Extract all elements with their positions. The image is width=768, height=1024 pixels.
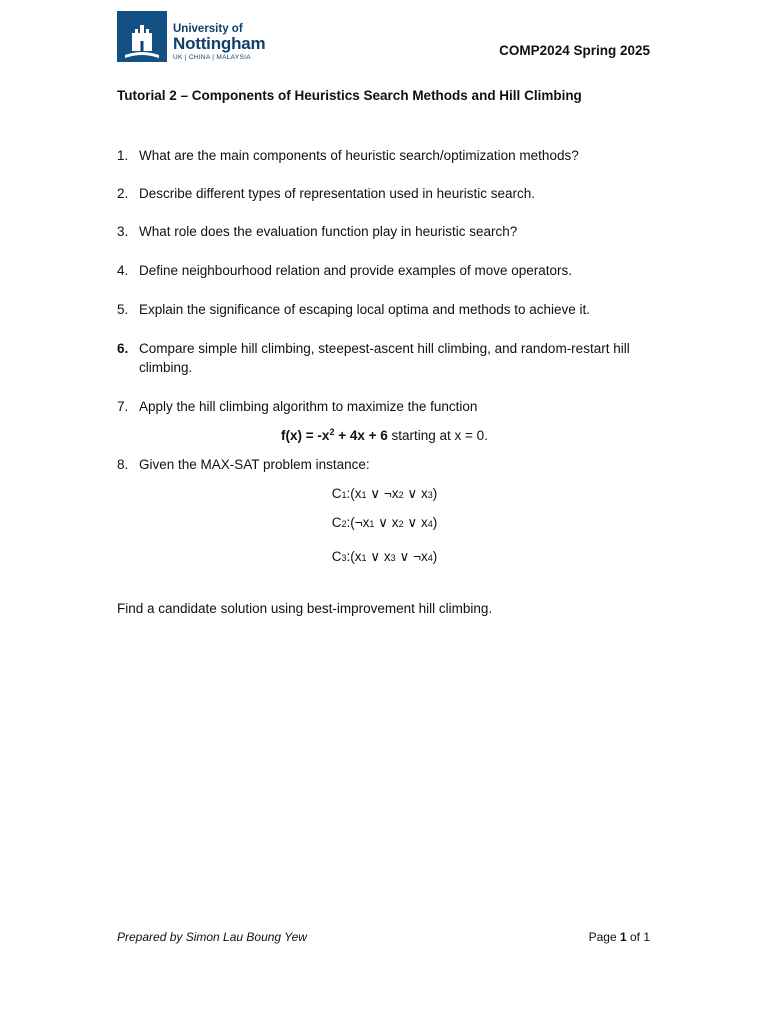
question-text: Compare simple hill climbing, steepest-ascent hill climbing, and random-restart hill climbing. — [139, 341, 630, 375]
question-number: 8. — [117, 457, 129, 472]
footer-page-number: Page 1 of 1 — [588, 930, 650, 944]
question-item — [117, 146, 652, 165]
logo-line-nottingham: Nottingham — [173, 34, 266, 53]
logo-line-campuses: UK | CHINA | MALAYSIA — [173, 54, 251, 61]
question-number: 4. — [117, 263, 129, 278]
course-code: COMP2024 Spring 2025 — [499, 43, 650, 58]
function-rhs: + 4x + 6 — [334, 428, 388, 443]
closing-instruction: Find a candidate solution using best-improvement hill climbing. — [117, 601, 493, 616]
question-item — [117, 261, 652, 280]
question-number: 6. — [117, 341, 129, 356]
question-text: Given the MAX-SAT problem instance: — [139, 457, 370, 472]
question-number: 1. — [117, 148, 129, 163]
question-number: 5. — [117, 302, 129, 317]
question-number: 3. — [117, 224, 129, 239]
question-text: Apply the hill climbing algorithm to maximize the function — [139, 399, 478, 414]
logo-line-university: University of — [173, 23, 243, 35]
question-number: 2. — [117, 186, 129, 201]
question-text: Describe different types of representation used in heuristic search. — [139, 186, 535, 201]
logo-wordmark — [173, 23, 265, 63]
university-logo — [117, 11, 265, 64]
clause-c1: C1:(x1 ∨ ¬x2 ∨ x3) — [331, 486, 438, 501]
question-text: What are the main components of heuristic search/optimization methods? — [139, 148, 579, 163]
question-text: Explain the significance of escaping local optima and methods to achieve it. — [139, 302, 591, 317]
question-item — [117, 339, 652, 377]
question-item — [117, 397, 652, 416]
question-item — [117, 455, 652, 474]
question-item — [117, 300, 652, 319]
castle-crest-icon — [117, 11, 167, 62]
question-text: Define neighbourhood relation and provide examples of move operators. — [139, 263, 573, 278]
question-item — [117, 184, 652, 203]
tutorial-title: Tutorial 2 – Components of Heuristics Search Methods and Hill Climbing — [117, 88, 582, 103]
question-number: 7. — [117, 399, 129, 414]
function-start: starting at x = 0. — [387, 428, 488, 443]
function-lhs: f(x) = -x — [281, 428, 330, 443]
question-item — [117, 222, 652, 241]
objective-function — [117, 426, 652, 445]
question-text: What role does the evaluation function play in heuristic search? — [139, 224, 518, 239]
function-exponent: 2 — [329, 427, 335, 437]
clause-c2: C2:(¬x1 ∨ x2 ∨ x4) — [331, 515, 438, 530]
clause-c3: C3:(x1 ∨ x3 ∨ ¬x4) — [331, 549, 438, 564]
footer-author: Prepared by Simon Lau Boung Yew — [117, 930, 307, 944]
